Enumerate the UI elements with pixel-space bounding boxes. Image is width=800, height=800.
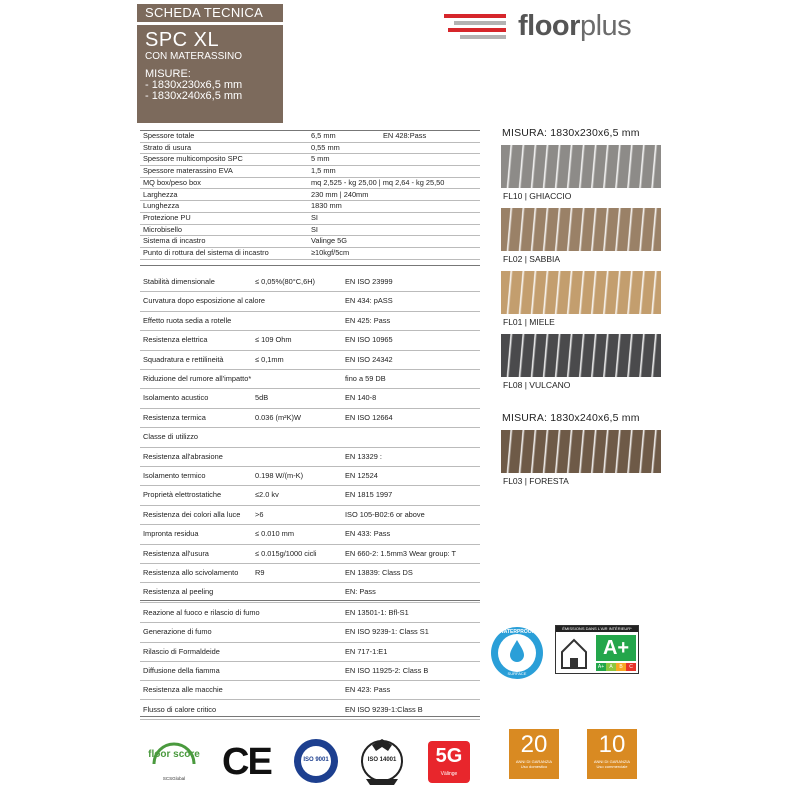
house-icon	[559, 636, 589, 670]
spec-label: Spessore totale	[143, 131, 195, 140]
spec-row	[140, 213, 480, 225]
spec-row	[140, 623, 480, 642]
floorscore-sub: SCSGlobal	[162, 776, 186, 781]
size-2-heading: MISURA: 1830x240x6,5 mm	[502, 412, 640, 424]
product-block	[137, 25, 283, 123]
spec-value: 0.036 (m²K)W	[255, 412, 301, 422]
color-swatch-label: FL10 | GHIACCIO	[503, 191, 572, 201]
spec-row	[140, 701, 480, 720]
spec-value: SI	[311, 224, 318, 234]
spec-value: R9	[255, 568, 265, 577]
product-name: SPC XL	[145, 29, 220, 51]
spec-row	[140, 409, 480, 428]
spec-value: 0.198 W/(m-K)	[255, 471, 304, 480]
spec-row	[140, 525, 480, 544]
spec-label: Protezione PU	[143, 212, 191, 222]
scale-aplus: A+	[597, 664, 605, 670]
spec-norm: EN 660-2: 1.5mm3 Wear group: T	[345, 548, 457, 558]
iso-9001-text: ISO 9001	[303, 757, 329, 763]
spec-row	[140, 248, 480, 260]
spec-norm: EN: Pass	[345, 587, 376, 597]
spec-label: Generazione di fumo	[143, 627, 212, 637]
spec-row	[140, 370, 480, 389]
spec-row	[140, 154, 480, 166]
spec-row	[140, 506, 480, 525]
spec-value: mq 2,525 - kg 25,00 | mq 2,64 - kg 25,50	[311, 177, 445, 187]
spec-row	[140, 312, 480, 331]
spec-label: Riduzione del rumore all'impatto*	[143, 374, 252, 383]
spec-value: 0,55 mm	[311, 142, 340, 152]
spec-norm: EN ISO 9239-1:Class B	[345, 704, 423, 714]
color-swatch-label: FL01 | MIELE	[503, 317, 555, 327]
spec-row	[140, 331, 480, 350]
color-swatch[interactable]	[501, 145, 661, 188]
spec-label: Larghezza	[143, 189, 178, 199]
spec-label: Stabilità dimensionale	[143, 277, 215, 286]
spec-label: Diffusione della fiamma	[143, 665, 220, 675]
spec-row	[140, 448, 480, 467]
spec-row	[140, 662, 480, 681]
scale-a: A	[606, 663, 616, 671]
spec-label: Resistenza termica	[143, 412, 206, 422]
spec-row	[140, 143, 480, 155]
spec-label: Impronta residua	[143, 529, 199, 539]
spec-label: Effetto ruota sedia a rotelle	[143, 315, 232, 325]
color-swatch[interactable]	[501, 334, 661, 377]
warranty-commercial-years: 10	[598, 731, 626, 758]
spec-norm: EN 140-8	[345, 393, 377, 403]
logo-stripe	[460, 35, 506, 39]
waterproof-badge	[489, 625, 545, 681]
warranty-commercial-text: ANNI DI GARANZIA	[593, 759, 631, 764]
spec-label: Resistenza elettrica	[143, 335, 208, 345]
spec-row	[140, 131, 480, 143]
spec-row	[140, 166, 480, 178]
spec-norm: EN 12524	[345, 471, 378, 480]
spec-norm: ISO 105-B02:6 or above	[345, 509, 425, 519]
logo-stripe	[454, 21, 506, 25]
logo-text-light: plus	[579, 10, 632, 42]
spec-row	[140, 389, 480, 408]
spec-row	[140, 428, 480, 447]
spec-label: Rilascio di Formaldeide	[143, 646, 220, 656]
spec-row	[140, 351, 480, 370]
sizes-label: MISURE:	[145, 68, 191, 80]
spec-label: Proprietà elettrostatiche	[143, 490, 222, 500]
size-item: - 1830x240x6,5 mm	[145, 90, 243, 102]
spec-value: ≤ 0,05%(80°C,6H)	[255, 277, 316, 286]
logo-text-bold: floor	[518, 10, 580, 42]
spec-norm: fino a 59 DB	[345, 374, 386, 383]
spec-label: Sistema di incastro	[143, 236, 206, 246]
brand-logo	[444, 10, 654, 42]
spec-value: 1830 mm	[311, 201, 342, 211]
spec-norm: EN 425: Pass	[345, 315, 391, 325]
spec-norm: EN ISO 23999	[345, 277, 393, 286]
spec-row	[140, 681, 480, 700]
color-swatch[interactable]	[501, 430, 661, 473]
spec-norm: EN ISO 11925-2: Class B	[345, 665, 429, 675]
spec-norm: EN 1815 1997	[345, 490, 393, 500]
spec-label: Punto di rottura del sistema di incastro	[143, 248, 269, 257]
spec-label: Classe di utilizzo	[143, 432, 199, 442]
spec-row	[140, 236, 480, 248]
spec-norm: EN 717-1:E1	[345, 646, 388, 656]
spec-row	[140, 292, 480, 311]
spec-label: Resistenza allo scivolamento	[143, 568, 239, 577]
iso-14001-logo	[358, 735, 406, 787]
logo-text	[518, 10, 631, 42]
scale-b: B	[616, 663, 626, 671]
sheet-title: SCHEDA TECNICA	[137, 4, 283, 22]
spec-row	[140, 467, 480, 486]
spec-label: Curvatura dopo esposizione al calore	[143, 296, 266, 306]
spec-norm: EN 433: Pass	[345, 529, 391, 539]
spec-label: Microbisello	[143, 224, 183, 234]
spec-norm: EN ISO 12664	[345, 412, 393, 422]
spec-row	[140, 178, 480, 190]
iso-9001-logo	[293, 738, 339, 784]
spec-value: >6	[255, 509, 264, 519]
spec-value: 230 mm | 240mm	[311, 189, 369, 199]
warranty-commercial-badge	[587, 729, 637, 779]
spec-value: 5dB	[255, 393, 269, 403]
spec-label: Spessore materassino EVA	[143, 166, 233, 176]
floorscore-logo	[148, 740, 200, 786]
spec-value: ≥10kgf/5cm	[311, 248, 350, 257]
spec-label: Isolamento acustico	[143, 393, 209, 403]
divider	[140, 265, 480, 266]
warranty-home-text: ANNI DI GARANZIA	[515, 759, 553, 764]
spec-value: ≤ 0,1mm	[255, 354, 284, 364]
warranty-home-use: Uso domestico	[520, 764, 548, 769]
spec-label: Resistenza all'usura	[143, 548, 209, 558]
spec-label: Spessore multicomposito SPC	[143, 154, 243, 164]
spec-norm: EN 428:Pass	[383, 131, 427, 140]
warranty-home-years: 20	[520, 731, 548, 758]
spec-value: 1,5 mm	[311, 166, 336, 176]
color-swatch[interactable]	[501, 271, 661, 314]
spec-label: Resistenza al peeling	[143, 587, 214, 597]
spec-norm: EN 13329 :	[345, 451, 382, 461]
emission-badge	[555, 625, 639, 674]
emission-title: ÉMISSIONS DANS L'AIR INTÉRIEUR*	[556, 626, 638, 632]
spec-value: 6,5 mm	[311, 131, 336, 140]
spec-label: Resistenza dei colori alla luce	[143, 509, 241, 519]
spec-norm: EN ISO 9239-1: Class S1	[345, 627, 429, 637]
warranty-home-badge	[509, 729, 559, 779]
spec-norm: EN 13839: Class DS	[345, 568, 413, 577]
fiveg-logo	[428, 741, 470, 783]
spec-row	[140, 564, 480, 583]
spec-row	[140, 201, 480, 213]
spec-label: Isolamento termico	[143, 471, 206, 480]
spec-row	[140, 225, 480, 237]
iso-14001-text: ISO 14001	[367, 757, 397, 763]
waterproof-sub: SURFACE	[507, 671, 527, 676]
spec-label: Squadratura e rettilineità	[143, 354, 224, 364]
scale-c: C	[626, 663, 636, 671]
waterproof-label: WATERPROOF	[499, 629, 535, 635]
spec-value: 5 mm	[311, 154, 330, 164]
spec-value: ≤ 0.015g/1000 cicli	[255, 548, 317, 558]
color-swatch-label: FL03 | FORESTA	[503, 476, 569, 486]
spec-row	[140, 486, 480, 505]
fiveg-sub: Välinge	[440, 771, 458, 777]
product-subtitle: CON MATERASSINO	[145, 51, 243, 62]
emission-scale	[596, 663, 636, 671]
logo-stripe	[448, 28, 506, 32]
spec-row	[140, 604, 480, 623]
spec-label: MQ box/peso box	[143, 177, 201, 187]
spec-row	[140, 273, 480, 292]
spec-value: Valinge 5G	[311, 236, 348, 246]
spec-row	[140, 190, 480, 202]
ce-mark: CE	[222, 741, 271, 783]
floorscore-text: floor score	[148, 749, 200, 760]
emission-grade: A+	[596, 635, 636, 661]
color-swatch-label: FL08 | VULCANO	[503, 380, 571, 390]
spec-row	[140, 545, 480, 564]
color-swatch[interactable]	[501, 208, 661, 251]
spec-value: ≤ 0.010 mm	[255, 529, 294, 539]
spec-label: Flusso di calore critico	[143, 704, 217, 714]
spec-norm: EN 13501-1: Bfl-S1	[345, 608, 409, 617]
spec-norm: EN 423: Pass	[345, 685, 391, 695]
logo-stripe	[444, 14, 506, 18]
spec-label: Reazione al fuoco e rilascio di fumo	[143, 608, 260, 617]
fiveg-text: 5G	[435, 745, 463, 767]
color-swatch-label: FL02 | SABBIA	[503, 254, 561, 264]
spec-label: Strato di usura	[143, 142, 192, 152]
spec-norm: EN ISO 24342	[345, 354, 393, 364]
spec-row	[140, 583, 480, 602]
size-item: - 1830x230x6,5 mm	[145, 79, 243, 91]
warranty-commercial-use: Uso commerciale	[596, 764, 628, 769]
spec-label: Resistenza all'abrasione	[143, 451, 223, 461]
spec-label: Lunghezza	[143, 201, 180, 211]
size-1-heading: MISURA: 1830x230x6,5 mm	[502, 127, 640, 139]
spec-norm: EN 434: pASS	[345, 296, 393, 306]
spec-value: ≤ 109 Ohm	[255, 335, 292, 345]
spec-value: ≤2.0 kv	[255, 490, 279, 500]
spec-value: SI	[311, 212, 318, 222]
spec-label: Resistenza alle macchie	[143, 685, 223, 695]
spec-norm: EN ISO 10965	[345, 335, 393, 345]
spec-row	[140, 643, 480, 662]
